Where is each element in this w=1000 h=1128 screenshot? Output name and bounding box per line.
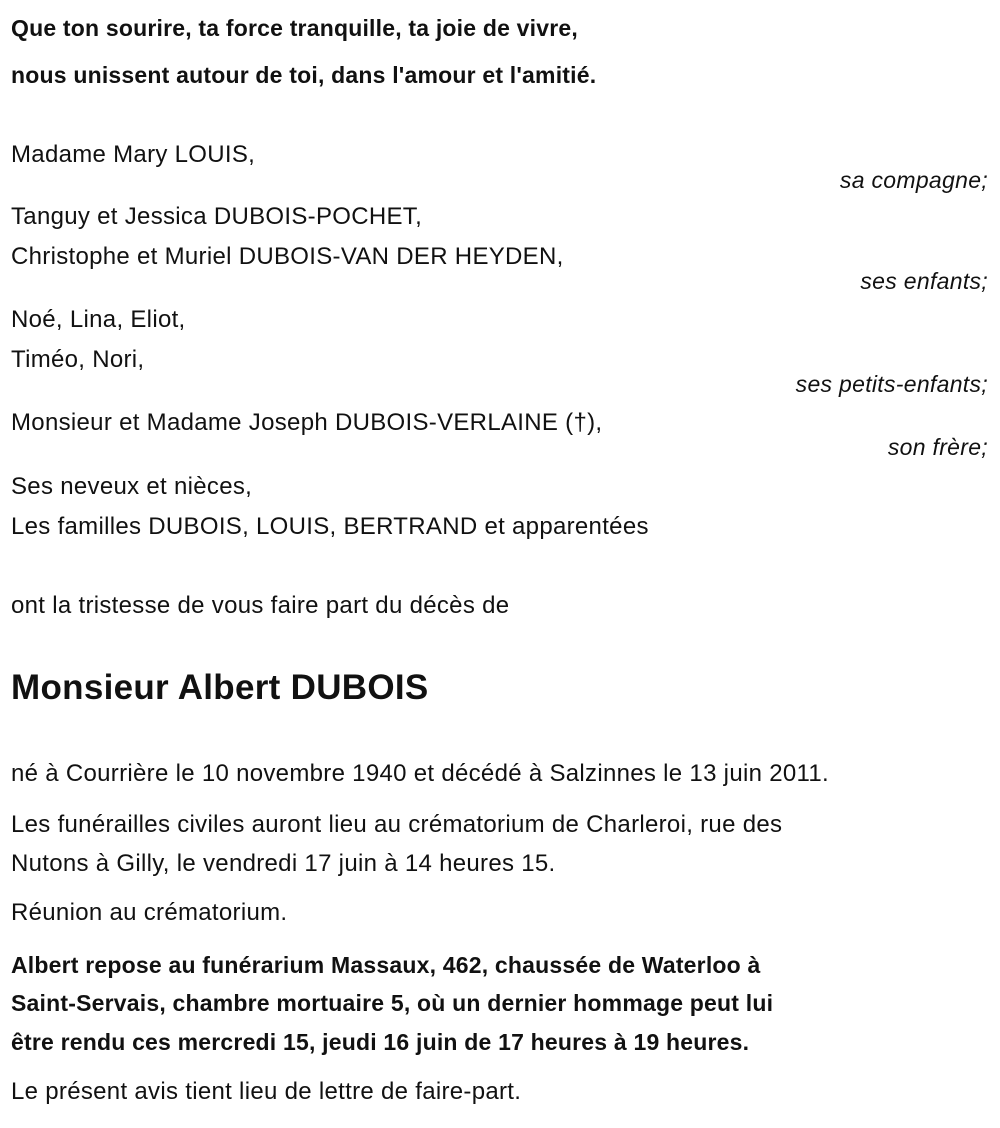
family-relation: ses enfants; [860,268,988,294]
family-name: Christophe et Muriel DUBOIS-VAN DER HEYDEN, [11,243,564,270]
family-name: Madame Mary LOUIS, [11,141,256,168]
deceased-name: Monsieur Albert DUBOIS [11,668,429,707]
family-relation: ses petits-enfants; [795,371,988,397]
funeral-line: Nutons à Gilly, le vendredi 17 juin à 14 heures 15. [11,850,556,877]
family-relation: sa compagne; [839,167,988,193]
notice: Le présent avis tient lieu de lettre de faire-part. [11,1078,522,1105]
meeting: Réunion au crématorium. [11,899,288,926]
epigraph-line: Que ton sourire, ta force tranquille, ta joie de vivre, [11,15,578,41]
family-name: Noé, Lina, Eliot, [11,306,186,333]
announcement: ont la tristesse de vous faire part du décès de [11,592,510,619]
family-name: Monsieur et Madame Joseph DUBOIS-VERLAINE (†), [11,409,603,436]
family-name: Tanguy et Jessica DUBOIS-POCHET, [11,203,423,230]
family-relation: son frère; [887,434,988,460]
visitation-line: Albert repose au funérarium Massaux, 462, chaussée de Waterloo à [11,952,761,978]
family-name: Timéo, Nori, [11,346,145,373]
family-name: Ses neveux et nièces, [11,473,253,500]
funeral-line: Les funérailles civiles auront lieu au crématorium de Charleroi, rue des [11,811,783,838]
visitation-line: Saint-Servais, chambre mortuaire 5, où un dernier hommage peut lui [11,990,774,1016]
epigraph-line: nous unissent autour de toi, dans l'amour et l'amitié. [11,62,597,88]
family-name: Les familles DUBOIS, LOUIS, BERTRAND et apparentées [11,513,649,540]
birth-death: né à Courrière le 10 novembre 1940 et décédé à Salzinnes le 13 juin 2011. [11,760,829,787]
visitation-line: être rendu ces mercredi 15, jeudi 16 juin de 17 heures à 19 heures. [11,1029,750,1055]
